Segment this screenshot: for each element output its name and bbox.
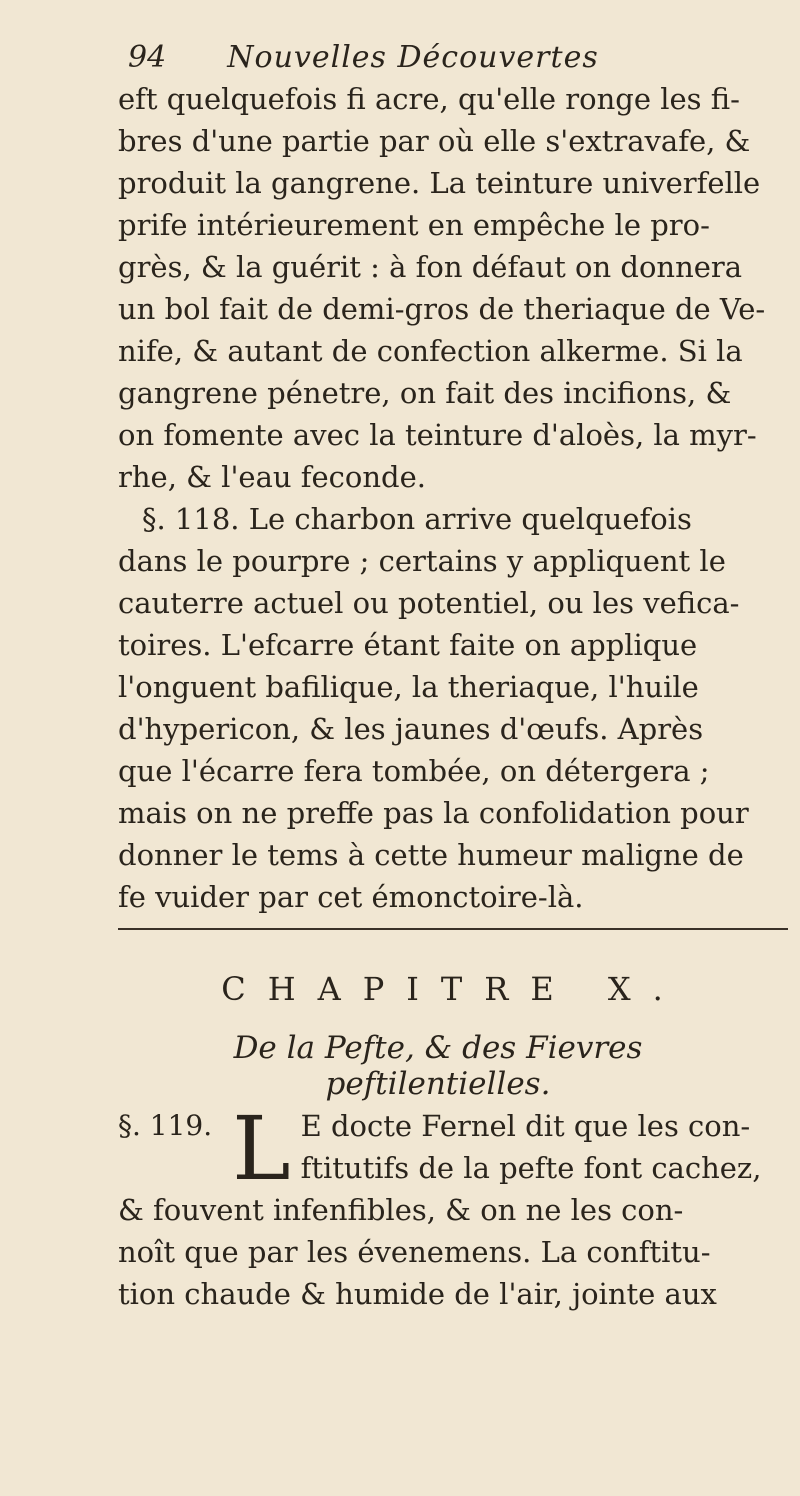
text-line: grès, & la guérit : à fon défaut on donnera [118,250,743,284]
text-line: produit la gangrene. La teinture univerfelle [118,166,761,200]
text-line: tion chaude & humide de l'air, jointe aux [118,1277,717,1311]
text-line: E docte Fernel dit que les con- [300,1109,751,1143]
text-line: ftitutifs de la pefte font cachez, [300,1151,762,1185]
text-line: dans le pourpre ; certains y appliquent le [118,544,726,578]
text-line: toires. L'efcarre étant faite on applique [118,628,698,662]
text-line: d'hypericon, & les jaunes d'œufs. Après [118,712,704,746]
chapter-subtitle: De la Pefte, & des Fievres peftilentielles. [233,1030,643,1102]
text-line: noît que par les évenemens. La conftitu- [118,1235,711,1269]
text-line: rhe, & l'eau feconde. [118,460,426,494]
text-line: §. 118. Le charbon arrive quelquefois [142,502,692,536]
text-line: mais on ne preffe pas la confolidation pour [118,796,749,830]
text-line: gangrene pénetre, on fait des incifions, & [118,376,732,410]
text-line: un bol fait de demi-gros de theriaque de Ve- [118,292,766,326]
paragraph-number: §. 119. [118,1109,213,1142]
text-line: donner le tems à cette humeur maligne de [118,838,744,872]
text-line: cauterre actuel ou potentiel, ou les vefica- [118,586,740,620]
text-line: nife, & autant de confection alkerme. Si la [118,334,743,368]
text-line: l'onguent bafilique, la theriaque, l'huile [118,670,699,704]
text-line: & fouvent infenfibles, & on ne les con- [118,1193,684,1227]
drop-cap: L [232,1097,291,1200]
running-head: Nouvelles Découvertes [227,40,599,75]
text-line: que l'écarre fera tombée, on détergera ; [118,754,710,788]
paragraph-continued [118,78,793,918]
text-line: prife intérieurement en empêche le pro- [118,208,710,242]
text-line: on fomente avec la teinture d'aloès, la myr- [118,418,757,452]
text-line: bres d'une partie par où elle s'extravafe, & [118,124,751,158]
section-divider [118,928,788,930]
paragraph-119 [118,1097,793,1315]
text-line: eft quelquefois fi acre, qu'elle ronge les fi- [118,82,740,116]
page-number: 94 [128,40,167,75]
text-line: fe vuider par cet émonctoire-là. [118,880,584,914]
chapter-heading: CHAPITRE X. [221,970,685,1008]
